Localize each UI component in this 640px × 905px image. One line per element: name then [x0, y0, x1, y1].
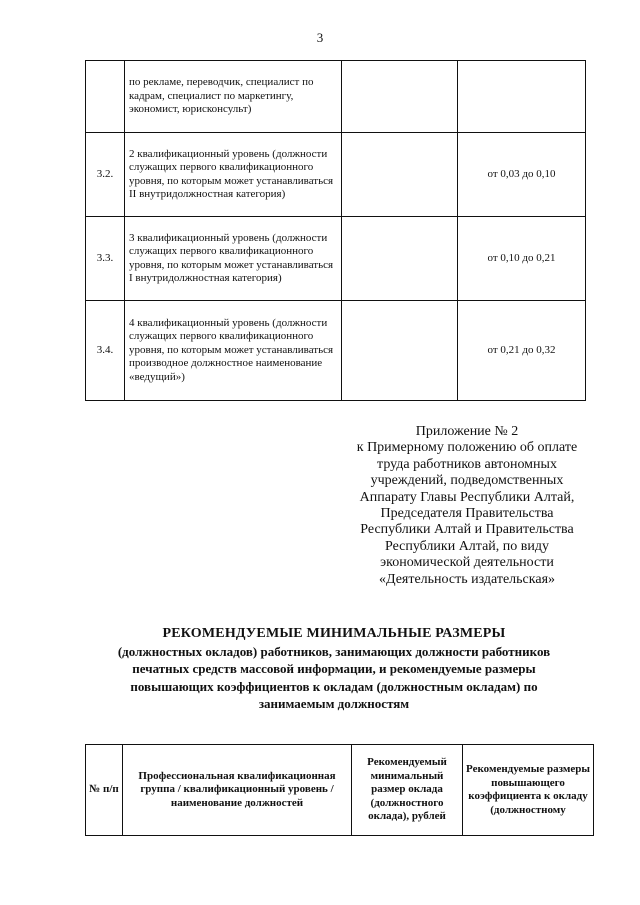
table-row [86, 301, 586, 401]
salary-cell [342, 217, 458, 301]
coefficient-cell [458, 61, 586, 133]
appendix-line: к Примерному положению об оплате [356, 440, 578, 456]
heading-line: (должностных окладов) работников, занимающих должности работников [117, 643, 551, 659]
salary-cell [342, 133, 458, 217]
row-number: 3.3. [86, 217, 125, 301]
appendix-line: учреждений, подведомственных [370, 473, 564, 489]
appendix-title: Приложение № 2 [415, 424, 519, 439]
coefficient-cell: от 0,21 до 0,32 [458, 301, 586, 401]
heading-line: занимаемым должностям [258, 696, 410, 711]
coefficient-cell: от 0,10 до 0,21 [458, 217, 586, 301]
salary-cell [342, 301, 458, 401]
coefficient-cell: от 0,03 до 0,10 [458, 133, 586, 217]
heading-line: печатных средств массовой информации, и рекомендуемые размеры [132, 661, 536, 676]
position-name: 3 квалификационный уровень (должности служащих первого квалификационного уровня, по которым может устанавливаться I внутридолжностная категория) [125, 217, 342, 301]
header-cell-number: № п/п [86, 745, 123, 836]
heading-line: повышающих коэффициентов к окладам (должностным окладам) по [130, 678, 538, 694]
appendix-line: Республики Алтай, по виду [384, 538, 550, 554]
header-cell-coefficient: Рекомендуемые размеры повышающего коэффициента к окладу (должностному [463, 745, 594, 836]
appendix-line: экономической деятельности [380, 555, 554, 571]
position-name: 4 квалификационный уровень (должности служащих первого квалификационного уровня, по которым может устанавливаться производное должностное наименование «ведущий») [125, 301, 342, 401]
appendix-line: Аппарату Главы Республики Алтай, [359, 489, 575, 505]
row-number: 3.4. [86, 301, 125, 401]
salary-header-table [85, 744, 594, 836]
page-number: 3 [316, 30, 324, 45]
position-name: по рекламе, переводчик, специалист по кадрам, специалист по маркетингу, экономист, юрисконсульт) [125, 61, 342, 133]
appendix-line: труда работников автономных [377, 456, 557, 472]
heading-title: РЕКОМЕНДУЕМЫЕ МИНИМАЛЬНЫЕ РАЗМЕРЫ [162, 626, 506, 641]
appendix-line: Председателя Правительства [380, 506, 554, 522]
row-number: 3.2. [86, 133, 125, 217]
table-row [86, 61, 586, 133]
appendix-line: Республики Алтай и Правительства [360, 522, 574, 538]
appendix-block [320, 424, 614, 588]
header-cell-salary: Рекомендуемый минимальный размер оклада (должностного оклада), рублей [352, 745, 463, 836]
header-cell-group: Профессиональная квалификационная группа / квалификационный уровень / наименование должностей [123, 745, 352, 836]
table-row [86, 133, 586, 217]
appendix-line: «Деятельность издательская» [378, 571, 556, 587]
position-name: 2 квалификационный уровень (должности служащих первого квалификационного уровня, по которым может устанавливаться II внутридолжностная категория) [125, 133, 342, 217]
salary-cell [342, 61, 458, 133]
section-heading [64, 625, 604, 713]
table-header-row [86, 745, 594, 836]
row-number [86, 61, 125, 133]
table-row [86, 217, 586, 301]
positions-table [85, 60, 586, 401]
